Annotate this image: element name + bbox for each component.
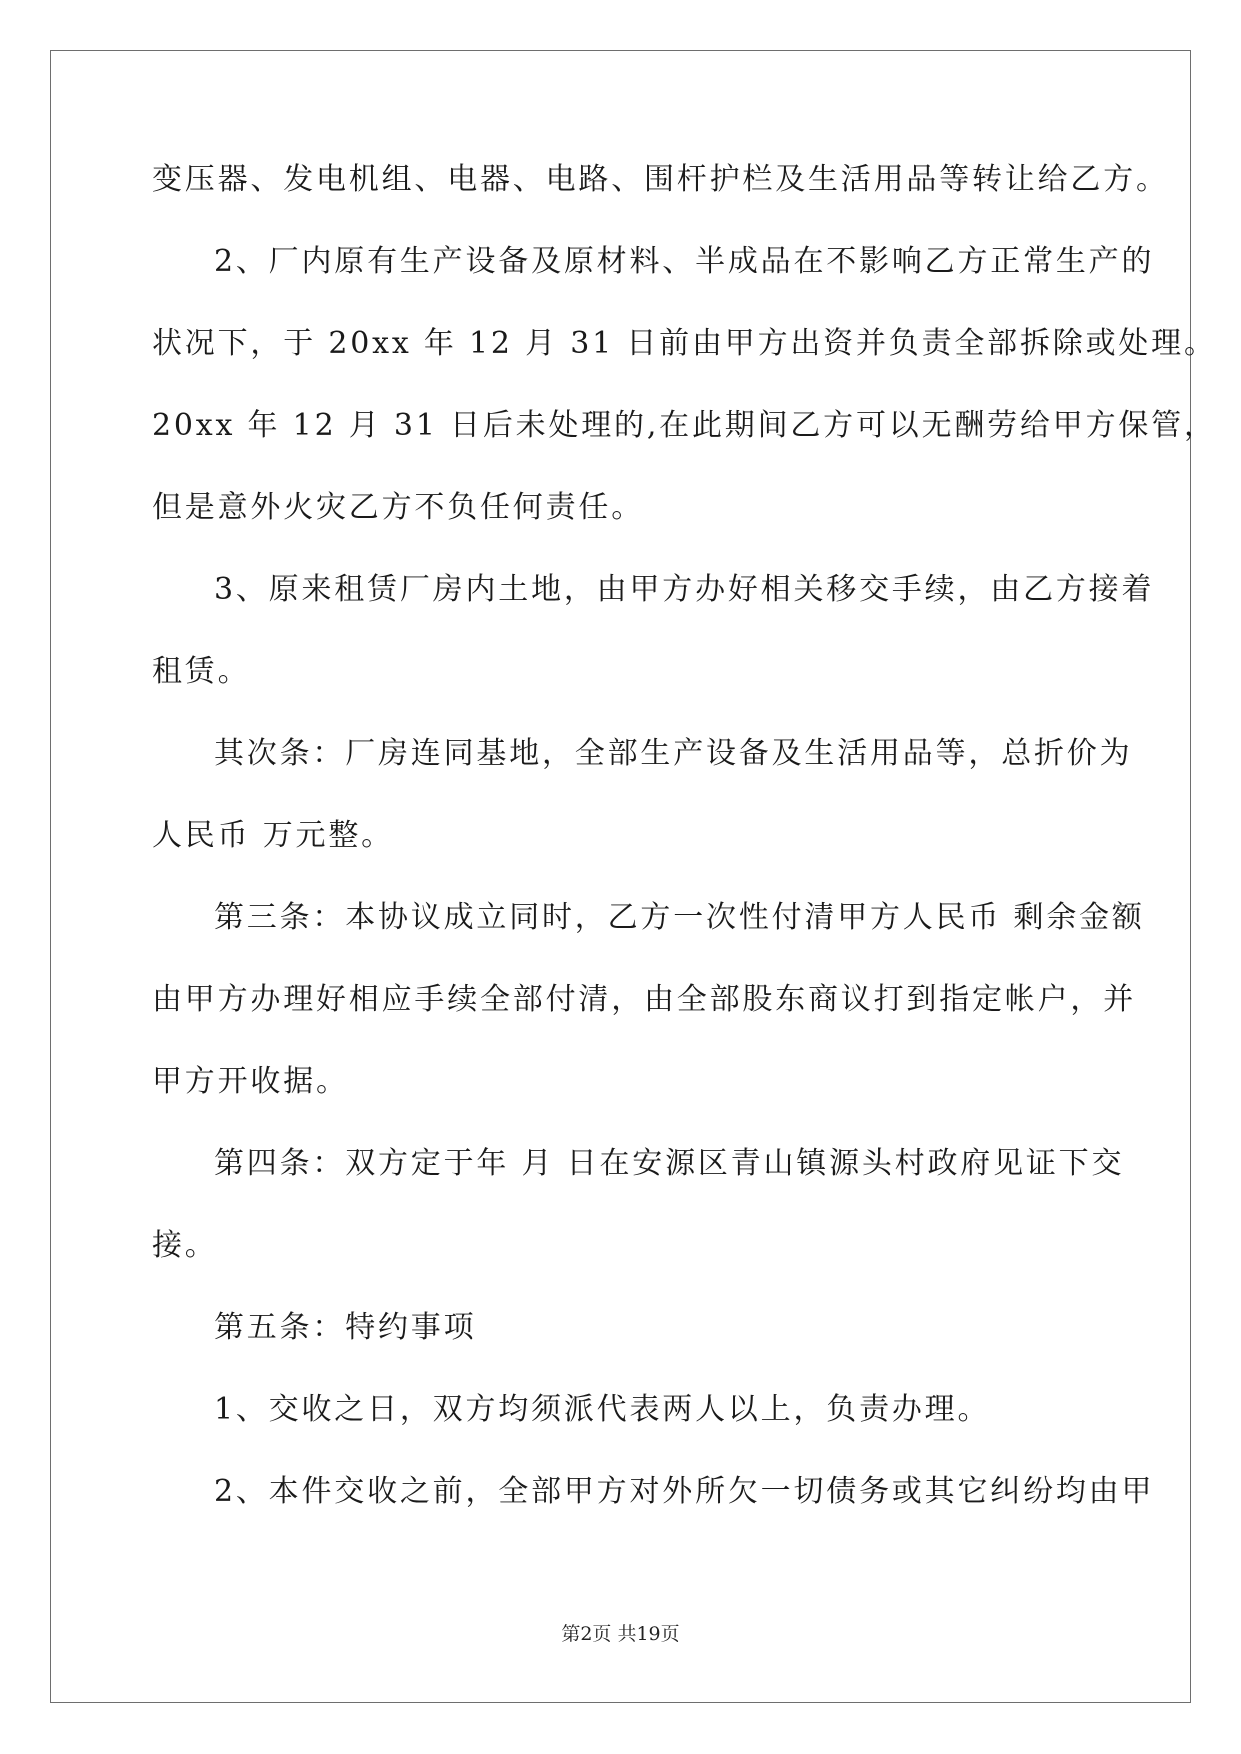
text-line: 20xx 年 12 月 31 日后未处理的,在此期间乙方可以无酬劳给甲方保管， xyxy=(152,408,1217,443)
text-line: 第五条：特约事项 xyxy=(214,1310,477,1345)
text-line: 状况下，于 20xx 年 12 月 31 日前由甲方出资并负责全部拆除或处理。 xyxy=(152,326,1217,361)
text-line: 变压器、发电机组、电器、电路、围杆护栏及生活用品等转让给乙方。 xyxy=(152,162,1169,197)
text-line: 甲方开收据。 xyxy=(152,1064,349,1099)
text-line: 2、本件交收之前，全部甲方对外所欠一切债务或其它纠纷均由甲 xyxy=(214,1474,1155,1509)
text-line: 租赁。 xyxy=(152,654,251,689)
text-line: 人民币 万元整。 xyxy=(152,818,394,853)
page-number: 第2页 共19页 xyxy=(561,1623,680,1645)
text-line: 但是意外火灾乙方不负任何责任。 xyxy=(152,490,644,525)
text-line: 第三条：本协议成立同时，乙方一次性付清甲方人民币 剩余金额 xyxy=(214,900,1145,935)
text-line: 第四条：双方定于年 月 日在安源区青山镇源头村政府见证下交 xyxy=(214,1146,1125,1181)
text-line: 由甲方办理好相应手续全部付清，由全部股东商议打到指定帐户，并 xyxy=(152,982,1136,1017)
text-line: 2、厂内原有生产设备及原材料、半成品在不影响乙方正常生产的 xyxy=(214,244,1155,279)
document-body xyxy=(152,162,1217,1556)
text-line: 接。 xyxy=(152,1228,218,1263)
text-line: 3、原来租赁厂房内土地，由甲方办好相关移交手续，由乙方接着 xyxy=(214,572,1155,607)
text-line: 其次条：厂房连同基地，全部生产设备及生活用品等，总折价为 xyxy=(214,736,1133,771)
text-line: 1、交收之日，双方均须派代表两人以上，负责办理。 xyxy=(214,1392,991,1427)
